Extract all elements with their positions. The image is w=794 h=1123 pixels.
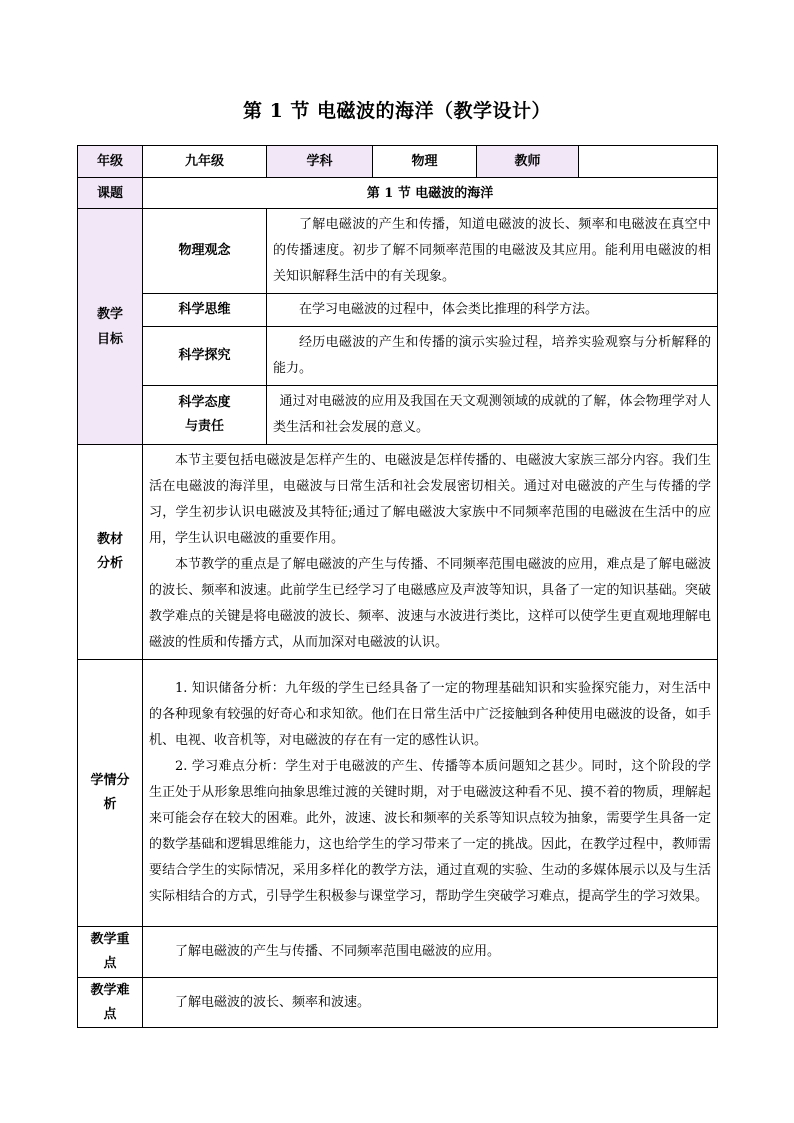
objective-label-line: 物理观念 [178,243,231,258]
objective-paragraph: 经历电磁波的产生和传播的演示实验过程，培养实验观察与分析解释的能力。 [273,335,711,376]
key-points-label [78,927,143,978]
student-analysis-row [78,660,718,927]
topic-value: 第 1 节 电磁波的海洋 [143,178,718,209]
key-points-label-line: 点 [103,956,117,971]
material-analysis-label-line: 分析 [96,556,123,571]
grade-value: 九年级 [143,146,267,178]
objective-label-line: 与责任 [184,419,224,434]
objective-row [78,294,718,327]
student-analysis-label-line: 学情分 [90,773,130,788]
difficult-points-text [143,978,718,1028]
subject-value: 物理 [373,146,477,178]
key-points-label-line: 教学重 [90,932,130,947]
material-analysis-label-line: 教材 [96,532,123,547]
objective-row [78,327,718,386]
lesson-plan-table [77,145,718,1028]
material-analysis-paragraph: 本节主要包括电磁波是怎样产生的、电磁波是怎样传播的、电磁波大家族三部分内容。我们生活在电磁波的海洋里，电磁波与日常生活和社会发展密切相关。通过对电磁波的产生与传播的学习，学生初步认识电磁波及其特征;通过了解电磁波大家族中不同频率范围的电磁波在生活中的应用，学生认识电磁波的重要作用。 [149,453,711,546]
key-points-paragraph: 了解电磁波的产生与传播、不同频率范围电磁波的应用。 [175,944,501,959]
key-points-row [78,927,718,978]
material-analysis-text [143,445,718,660]
topic-row [78,178,718,209]
difficult-points-paragraph: 了解电磁波的波长、频率和波速。 [175,994,371,1010]
objective-label [143,294,267,327]
objective-label [143,386,267,445]
difficult-points-label-line: 教学难 [90,982,130,998]
objective-text [267,294,718,327]
difficult-points-row [78,978,718,1028]
objective-label-line: 科学思维 [178,302,231,317]
material-analysis-label [78,445,143,660]
teacher-value [579,146,718,178]
objective-text [267,386,718,445]
objective-paragraph: 在学习电磁波的过程中，体会类比推理的科学方法。 [299,302,599,317]
objective-label-line: 科学态度 [178,395,231,410]
objective-paragraph: 了解电磁波的产生和传播，知道电磁波的波长、频率和电磁波在真空中的传播速度。初步了解不同频率范围的电磁波及其应用。能利用电磁波的相关知识解释生活中的有关现象。 [273,217,711,284]
grade-label: 年级 [78,146,143,178]
student-analysis-text [143,660,718,927]
objective-row [78,209,718,294]
objectives-label-line: 教学 [96,306,123,322]
objectives-label [78,209,143,445]
teacher-label: 教师 [477,146,579,178]
objective-row [78,386,718,445]
objective-label [143,209,267,294]
objective-label [143,327,267,386]
objective-label-line: 科学探究 [178,348,231,363]
objective-paragraph: 通过对电磁波的应用及我国在天文观测领域的成就的了解，体会物理学对人类生活和社会发展的意义。 [273,394,711,435]
material-analysis-paragraph: 本节教学的重点是了解电磁波的产生与传播、不同频率范围电磁波的应用，难点是了解电磁波的波长、频率和波速。此前学生已经学习了电磁感应及声波等知识，具备了一定的知识基础。突破教学难点的关键是将电磁波的波长、频率、波速与水波进行类比，这样可以使学生更直观地理解电磁波的性质和传播方式，从而加深对电磁波的认识。 [149,557,711,650]
student-analysis-label [78,660,143,927]
topic-label: 课题 [78,178,143,209]
student-analysis-paragraph: 2. 学习难点分析：学生对于电磁波的产生、传播等本质问题知之甚少。同时，这个阶段的学生正处于从形象思维向抽象思维过渡的关键时期，对于电磁波这种看不见、摸不着的物质，理解起来可能会存在较大的困难。此外，波速、波长和频率的关系等知识点较为抽象，需要学生具备一定的数学基础和逻辑思维能力，这也给学生的学习带来了一定的挑战。因此，在教学过程中，教师需要结合学生的实际情况，采用多样化的教学方法，通过直观的实验、生动的多媒体展示以及与生活实际相结合的方式，引导学生积极参与课堂学习，帮助学生突破学习难点，提高学生的学习效果。 [149,759,711,904]
objective-text [267,209,718,294]
student-analysis-label-line: 析 [103,797,117,812]
student-analysis-paragraph: 1. 知识储备分析：九年级的学生已经具备了一定的物理基础知识和实验探究能力，对生活中的各种现象有较强的好奇心和求知欲。他们在日常生活中广泛接触到各种使用电磁波的设备，如手机、电视、收音机等，对电磁波的存在有一定的感性认识。 [149,681,711,748]
difficult-points-label-line: 点 [103,1006,117,1022]
key-points-text [143,927,718,978]
material-analysis-row [78,445,718,660]
objectives-label-line: 目标 [96,331,123,347]
subject-label: 学科 [267,146,373,178]
difficult-points-label [78,978,143,1028]
document-title: 第 1 节 电磁波的海洋（教学设计） [242,100,552,122]
objective-text [267,327,718,386]
header-row [78,146,718,178]
